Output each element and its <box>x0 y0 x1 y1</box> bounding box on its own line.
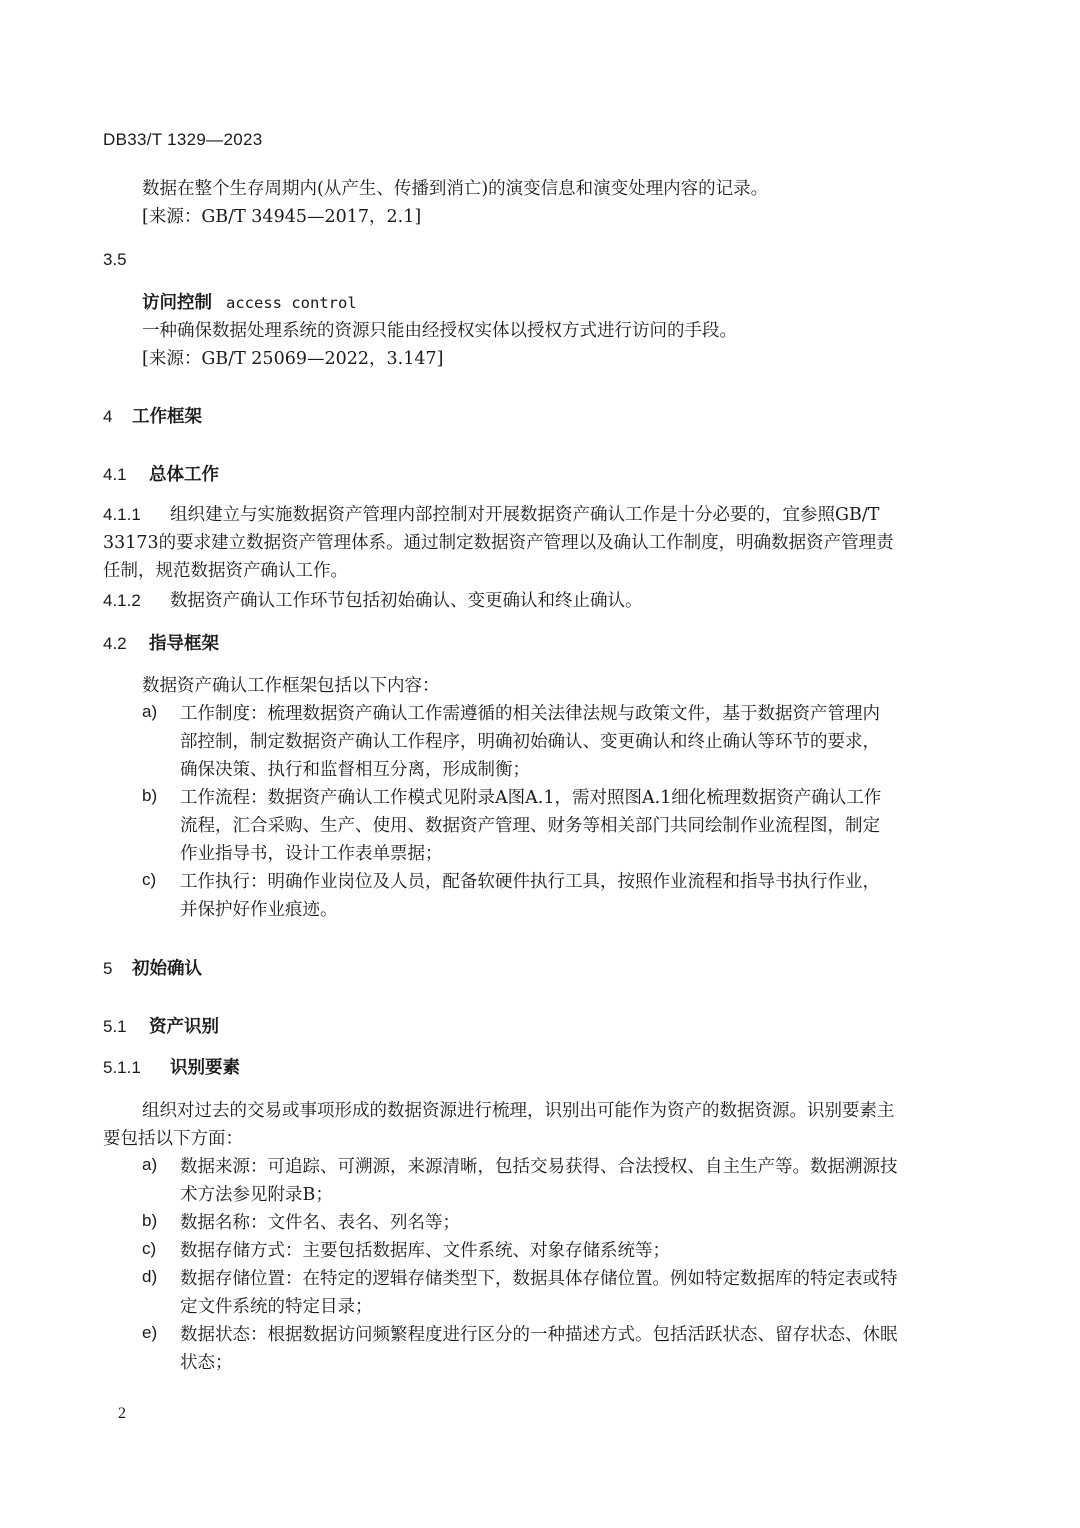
list-marker: a) <box>142 1155 158 1174</box>
list-marker: c) <box>142 870 157 889</box>
list-item-line: 作业指导书，设计工作表单票据； <box>180 844 443 864</box>
section-title: 资产识别 <box>149 1017 219 1037</box>
clause-4-1-2 <box>103 587 643 615</box>
intro-text: 组织对过去的交易或事项形成的数据资源进行梳理，识别出可能作为资产的数据资源。识别要素主 <box>142 1101 895 1121</box>
section-number: 4 <box>103 407 113 426</box>
section-number: 4.1 <box>103 465 127 484</box>
list-item-line: 数据状态：根据数据访问频繁程度进行区分的一种描述方式。包括活跃状态、留存状态、休眠 <box>180 1325 898 1345</box>
clause-line: 33173的要求建立数据资产管理体系。通过制定数据资产管理以及确认工作制度，明确数据资产管理责 <box>103 533 894 553</box>
list-marker: c) <box>142 1239 157 1258</box>
clause-number: 4.1.1 <box>103 505 141 524</box>
intro-text: 数据资产确认工作框架包括以下内容： <box>142 676 440 696</box>
list-item-line: 工作执行：明确作业岗位及人员，配备软硬件执行工具，按照作业流程和指导书执行作业， <box>180 872 880 892</box>
list-item-line: 术方法参见附录B； <box>180 1185 333 1205</box>
list-marker: e) <box>142 1323 158 1342</box>
subsection-heading <box>103 461 219 486</box>
standard-number-header: DB33/T 1329—2023 <box>103 130 263 149</box>
term-number: 3.5 <box>103 250 127 269</box>
definition-text: 数据在整个生存周期内(从产生、传播到消亡)的演变信息和演变处理内容的记录。 <box>142 179 769 199</box>
source-note: [来源：GB/T 25069—2022，3.147] <box>142 349 444 369</box>
list-item-line: 工作流程：数据资产确认工作模式见附录A图A.1，需对照图A.1细化梳理数据资产确认工作 <box>180 788 882 808</box>
subsection-heading <box>103 630 219 655</box>
list-marker: a) <box>142 702 158 721</box>
clause-heading <box>103 1054 240 1079</box>
section-heading <box>103 403 202 428</box>
clause-number: 5.1.1 <box>103 1058 141 1077</box>
clause-line: 任制，规范数据资产确认工作。 <box>103 561 348 581</box>
section-number: 5 <box>103 959 113 978</box>
section-title: 总体工作 <box>149 465 219 485</box>
page-number: 2 <box>118 1405 126 1422</box>
list-item-line: 状态； <box>180 1353 233 1373</box>
clause-4-1-1 <box>103 501 879 529</box>
list-item-line: 数据来源：可追踪、可溯源，来源清晰，包括交易获得、合法授权、自主生产等。数据溯源技 <box>180 1157 898 1177</box>
intro-text: 要包括以下方面： <box>103 1129 243 1149</box>
section-heading <box>103 955 202 980</box>
source-note: [来源：GB/T 34945—2017，2.1] <box>142 207 422 227</box>
section-title: 初始确认 <box>132 959 202 979</box>
term-title <box>142 289 357 314</box>
clause-line: 组织建立与实施数据资产管理内部控制对开展数据资产确认工作是十分必要的，宜参照GB/T <box>170 505 880 525</box>
list-item-line: 并保护好作业痕迹。 <box>180 900 338 920</box>
subsection-heading <box>103 1013 219 1038</box>
list-item-line: 数据存储方式：主要包括数据库、文件系统、对象存储系统等； <box>180 1241 670 1261</box>
list-item-line: 流程，汇合采购、生产、使用、数据资产管理、财务等相关部门共同绘制作业流程图，制定 <box>180 816 880 836</box>
clause-number: 4.1.2 <box>103 591 141 610</box>
list-item-line: 确保决策、执行和监督相互分离，形成制衡； <box>180 760 530 780</box>
section-number: 5.1 <box>103 1017 127 1036</box>
section-number: 4.2 <box>103 634 127 653</box>
term-zh: 访问控制 <box>142 293 212 313</box>
section-title: 指导框架 <box>149 634 219 654</box>
clause-title: 识别要素 <box>170 1058 240 1078</box>
list-marker: b) <box>142 786 158 805</box>
list-item-line: 定文件系统的特定目录； <box>180 1297 373 1317</box>
list-item-line: 部控制，制定数据资产确认工作程序，明确初始确认、变更确认和终止确认等环节的要求， <box>180 732 880 752</box>
list-item-line: 数据名称：文件名、表名、列名等； <box>180 1213 460 1233</box>
section-title: 工作框架 <box>132 407 202 427</box>
definition-text: 一种确保数据处理系统的资源只能由经授权实体以授权方式进行访问的手段。 <box>142 321 737 341</box>
list-item-line: 工作制度：梳理数据资产确认工作需遵循的相关法律法规与政策文件，基于数据资产管理内 <box>180 704 880 724</box>
term-en: access control <box>226 294 357 312</box>
list-marker: b) <box>142 1211 158 1230</box>
clause-line: 数据资产确认工作环节包括初始确认、变更确认和终止确认。 <box>170 591 643 611</box>
list-item-line: 数据存储位置：在特定的逻辑存储类型下，数据具体存储位置。例如特定数据库的特定表或特 <box>180 1269 898 1289</box>
list-marker: d) <box>142 1267 158 1286</box>
